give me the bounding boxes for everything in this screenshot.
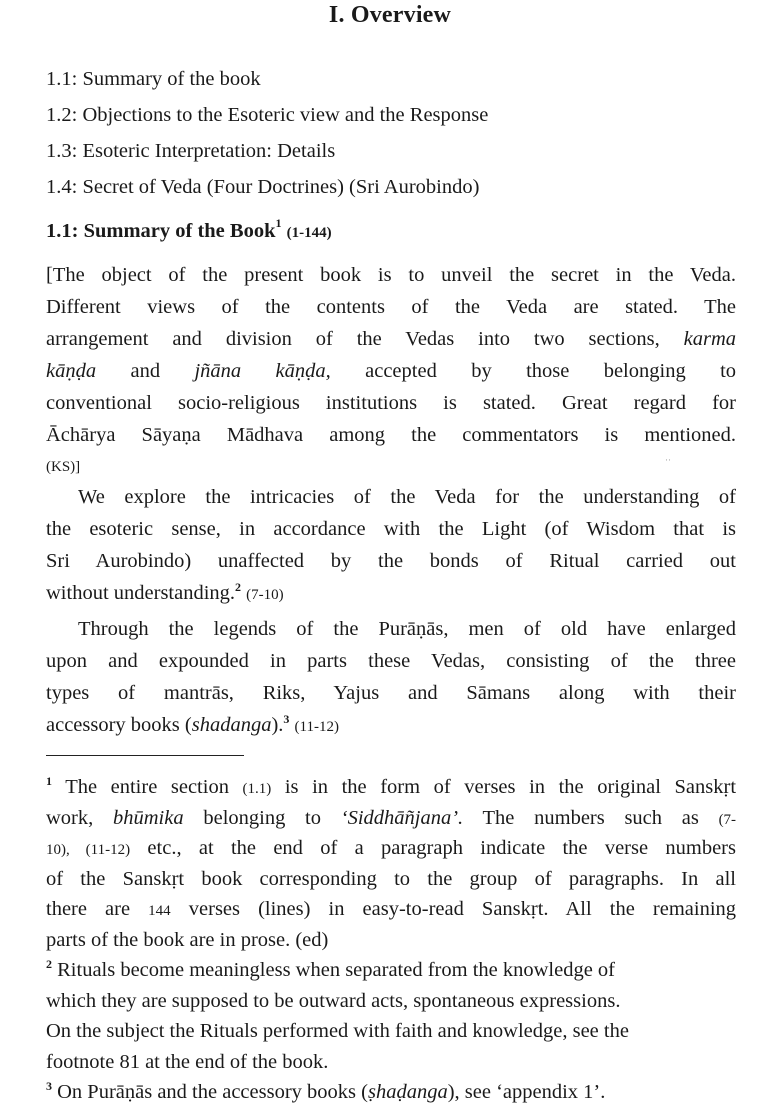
- italic-term: ‘Siddhāñjana’.: [340, 806, 464, 829]
- toc-item: 1.4: Secret of Veda (Four Doctrines) (Sri Aurobindo): [46, 176, 480, 198]
- text-line: [46, 355, 736, 387]
- text: The entire section: [65, 776, 229, 798]
- table-of-contents: [46, 66, 488, 210]
- text: accessory books (: [46, 714, 192, 736]
- italic-term: ṣhaḍanga: [367, 1081, 448, 1103]
- section-heading-text: 1.1: Summary of the Book: [46, 219, 276, 242]
- footnote-number: 1: [46, 774, 52, 789]
- italic-term: jñāna kāṇḍa,: [194, 360, 331, 382]
- footnote-ref: 1: [275, 216, 282, 230]
- paragraph-puranas: [46, 613, 736, 741]
- text-line: Sri Aurobindo) unaffected by the bonds of Ritual carried out: [46, 550, 736, 572]
- text-line: types of mantrās, Riks, Yajus and Sāmans along with their: [46, 682, 736, 704]
- verse-range: (7-10): [246, 587, 284, 603]
- text-line: [The object of the present book is to unveil the secret in the Veda.: [46, 264, 736, 286]
- text: verses (lines) in easy-to-read Sanskṛt. All the remaining: [188, 898, 737, 920]
- page-title: I. Overview: [328, 2, 452, 28]
- italic-term: shadanga: [191, 714, 272, 736]
- text-line: [46, 955, 736, 986]
- text-line: Different views of the contents of the Veda are stated. The: [46, 296, 736, 318]
- text: accepted by those belonging to: [365, 360, 737, 382]
- text-line: [46, 894, 736, 925]
- verse-range: (1-144): [286, 224, 332, 241]
- text-line: [46, 323, 736, 355]
- text-line: [46, 577, 736, 609]
- footnote-ref: 3: [283, 712, 290, 727]
- text: etc., at the end of a paragraph indicate the verse numbers: [147, 837, 736, 859]
- text: without understanding.: [46, 582, 236, 604]
- footnote-ref: 2: [235, 580, 242, 595]
- text: (7-: [718, 811, 737, 828]
- paragraph-summary: [46, 259, 736, 483]
- footnote-2: [46, 955, 736, 1077]
- text-line: Āchārya Sāyaṇa Mādhava among the commentators is mentioned.: [46, 424, 736, 446]
- text: belonging to: [203, 806, 322, 829]
- text-line: footnote 81 at the end of the book.: [46, 1050, 329, 1073]
- text-line: [46, 833, 736, 864]
- text-line: the esoteric sense, in accordance with the Light (of Wisdom that is: [46, 518, 736, 540]
- text-line: [46, 803, 736, 834]
- text: 144: [148, 903, 171, 919]
- footnote-divider: [46, 755, 244, 756]
- text-line: conventional socio-religious institutions is stated. Great regard for: [46, 392, 736, 414]
- text-line: Through the legends of the Purāṇās, men of old have enlarged: [78, 618, 736, 640]
- text-line: [46, 709, 736, 741]
- text-line: which they are supposed to be outward acts, spontaneous expressions.: [46, 989, 621, 1012]
- paragraph-explore: [46, 481, 736, 609]
- text-line: We explore the intricacies of the Veda for the understanding of: [78, 486, 736, 508]
- text: The numbers such as: [482, 806, 699, 829]
- toc-item: 1.3: Esoteric Interpretation: Details: [46, 140, 336, 162]
- text-line: upon and expounded in parts these Vedas, consisting of the three: [46, 650, 736, 672]
- text: 10), (11-12): [46, 842, 131, 858]
- scan-speck: ··: [665, 455, 671, 465]
- footnote-number: 2: [46, 957, 52, 972]
- text: there are: [46, 898, 131, 920]
- text: ).: [271, 714, 284, 736]
- italic-term: bhūmika: [113, 806, 184, 829]
- text: ), see ‘appendix 1’.: [447, 1081, 606, 1103]
- text-line: [46, 1077, 736, 1108]
- text: is in the form of verses in the original Sanskṛt: [284, 776, 737, 798]
- text: arrangement and division of the Vedas into two sections,: [46, 328, 660, 350]
- footnote-number: 3: [46, 1079, 52, 1094]
- text: (1.1): [242, 781, 272, 797]
- verse-range: (11-12): [294, 719, 339, 735]
- text: and: [130, 360, 161, 382]
- text: Rituals become meaningless when separated from the knowledge of: [57, 959, 616, 981]
- text-line: parts of the book are in prose. (ed): [46, 928, 329, 951]
- text: work,: [46, 806, 94, 829]
- text-line: (KS)]: [46, 459, 81, 475]
- italic-term: karma: [683, 328, 737, 350]
- section-heading: [46, 218, 332, 243]
- toc-item: 1.1: Summary of the book: [46, 68, 261, 90]
- footnote-3: [46, 1077, 736, 1108]
- text-line: On the subject the Rituals performed with faith and knowledge, see the: [46, 1020, 629, 1042]
- text-line: [46, 772, 736, 803]
- text-line: of the Sanskṛt book corresponding to the group of paragraphs. In all: [46, 867, 736, 890]
- toc-item: 1.2: Objections to the Esoteric view and the Response: [46, 104, 489, 126]
- text: On Purāṇās and the accessory books (: [57, 1081, 368, 1103]
- footnote-1: [46, 772, 736, 955]
- italic-term: kāṇḍa: [46, 360, 97, 382]
